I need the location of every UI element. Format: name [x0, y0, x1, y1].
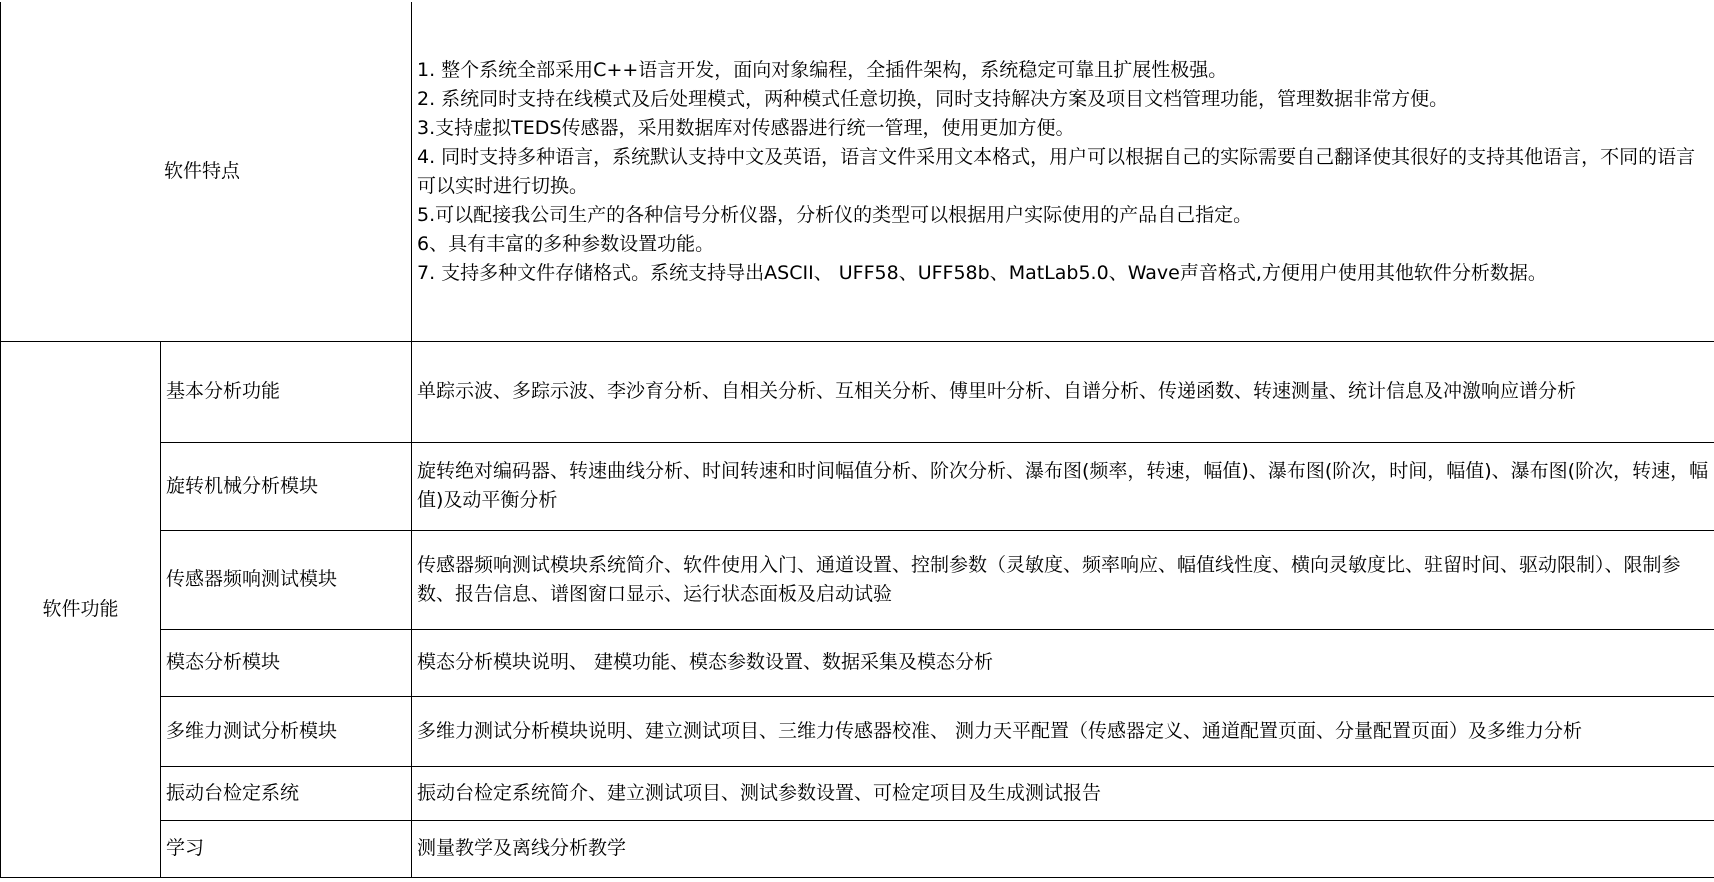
feature-item-1: 1. 整个系统全部采用C++语言开发，面向对象编程，全插件架构，系统稳定可靠且扩展性极强。: [417, 58, 1228, 81]
module-row: [1, 696, 1714, 766]
feature-item-7: 7. 支持多种文件存储格式。系统支持导出ASCII、 UFF58、UFF58b、MatLab5.0、Wave声音格式,方便用户使用其他软件分析数据。: [417, 261, 1547, 284]
module-desc: 模态分析模块说明、 建模功能、模态参数设置、数据采集及模态分析: [412, 629, 1714, 696]
module-name: 传感器频响测试模块: [161, 530, 412, 629]
module-row: [1, 766, 1714, 820]
module-name: 多维力测试分析模块: [161, 696, 412, 766]
module-row: [1, 820, 1714, 877]
feature-list: [417, 46, 1710, 297]
feature-item-6: 6、具有丰富的多种参数设置功能。: [417, 232, 715, 255]
module-desc: 测量教学及离线分析教学: [412, 820, 1714, 877]
feature-item-2: 2. 系统同时支持在线模式及后处理模式，两种模式任意切换，同时支持解决方案及项目文档管理功能，管理数据非常方便。: [417, 87, 1449, 110]
module-desc: 单踪示波、多踪示波、李沙育分析、自相关分析、互相关分析、傅里叶分析、自谱分析、传递函数、转速测量、统计信息及冲激响应谱分析: [412, 341, 1714, 442]
module-desc: 多维力测试分析模块说明、建立测试项目、三维力传感器校准、 测力天平配置（传感器定义、通道配置页面、分量配置页面）及多维力分析: [412, 696, 1714, 766]
module-row: [1, 341, 1714, 442]
feature-item-4: 4. 同时支持多种语言，系统默认支持中文及英语，语言文件采用文本格式，用户可以根据自己的实际需要自己翻译使其很好的支持其他语言，不同的语言可以实时进行切换。: [417, 145, 1696, 197]
feature-item-3: 3.支持虚拟TEDS传感器，采用数据库对传感器进行统一管理，使用更加方便。: [417, 116, 1075, 139]
module-row: [1, 629, 1714, 696]
spec-table: [0, 2, 1714, 878]
module-name: 模态分析模块: [161, 629, 412, 696]
module-desc: 旋转绝对编码器、转速曲线分析、时间转速和时间幅值分析、阶次分析、瀑布图(频率，转速，幅值)、瀑布图(阶次，时间，幅值)、瀑布图(阶次，转速，幅值)及动平衡分析: [412, 442, 1714, 530]
module-row: [1, 442, 1714, 530]
module-desc: 传感器频响测试模块系统简介、软件使用入门、通道设置、控制参数（灵敏度、频率响应、幅值线性度、横向灵敏度比、驻留时间、驱动限制）、限制参数、报告信息、谱图窗口显示、运行状态面板及启动试验: [412, 530, 1714, 629]
feature-item-5: 5.可以配接我公司生产的各种信号分析仪器，分析仪的类型可以根据用户实际使用的产品自己指定。: [417, 203, 1253, 226]
module-name: 旋转机械分析模块: [161, 442, 412, 530]
features-row: [1, 2, 1714, 341]
features-cell: [412, 2, 1714, 341]
module-row: [1, 530, 1714, 629]
features-label: 软件特点: [1, 2, 412, 341]
module-desc: 振动台检定系统简介、建立测试项目、测试参数设置、可检定项目及生成测试报告: [412, 766, 1714, 820]
module-name: 学习: [161, 820, 412, 877]
functions-label: 软件功能: [1, 341, 161, 877]
module-name: 振动台检定系统: [161, 766, 412, 820]
module-name: 基本分析功能: [161, 341, 412, 442]
